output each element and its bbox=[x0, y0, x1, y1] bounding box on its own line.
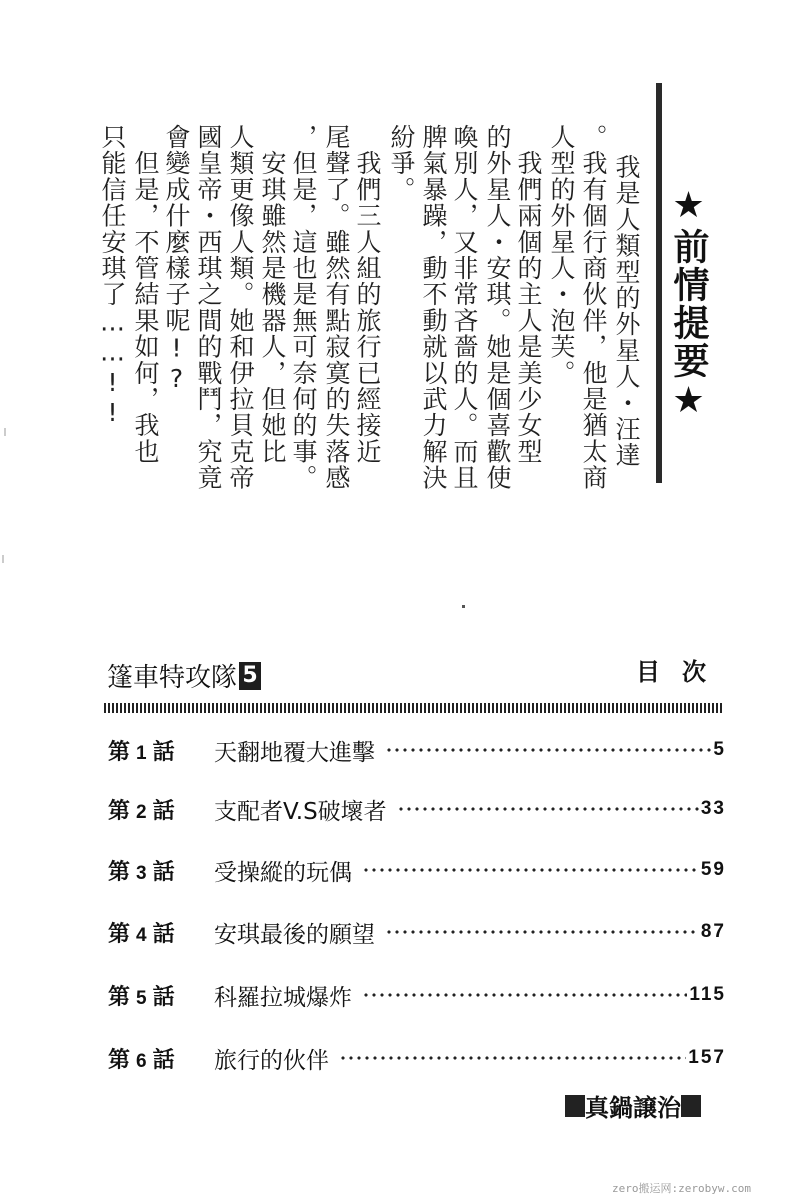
square-bullet-icon bbox=[565, 1095, 585, 1117]
dot-leader bbox=[362, 868, 699, 872]
synopsis-line: 會變成什麼樣子呢!? bbox=[162, 124, 191, 394]
page-number: 59 bbox=[700, 859, 726, 880]
book-title bbox=[107, 657, 261, 694]
chapter-number: 第 1 話 bbox=[108, 739, 175, 765]
synopsis-line: 人類更像人類。她和伊拉貝克帝 bbox=[226, 124, 255, 491]
synopsis-line: 我是人類型的外星人・汪達 bbox=[612, 154, 641, 469]
synopsis-line: 尾聲了。雖然有點寂寞的失落感 bbox=[322, 124, 351, 491]
toc-entry-4[interactable] bbox=[108, 916, 726, 948]
toc-entry-3[interactable] bbox=[108, 854, 726, 886]
toc-entry-6[interactable] bbox=[108, 1042, 726, 1074]
page-number: 87 bbox=[700, 921, 726, 942]
page-number: 33 bbox=[700, 798, 726, 819]
chapter-title: 科羅拉城爆炸 bbox=[214, 984, 352, 1011]
dot-leader bbox=[397, 807, 699, 811]
chapter-number: 第 3 話 bbox=[108, 859, 175, 885]
chapter-title: 受操縱的玩偶 bbox=[214, 859, 352, 886]
square-bullet-icon bbox=[681, 1095, 701, 1117]
synopsis-line: 我們三人組的旅行已經接近 bbox=[353, 124, 382, 465]
toc-entry-1[interactable] bbox=[108, 734, 726, 766]
dot-leader bbox=[385, 930, 699, 934]
chapter-number: 第 6 話 bbox=[108, 1047, 175, 1073]
author-name: 真鍋譲治 bbox=[585, 1094, 681, 1122]
chapter-title: 旅行的伙伴 bbox=[214, 1047, 329, 1074]
decorative-barcode-rule bbox=[104, 703, 722, 713]
synopsis-divider-rule bbox=[656, 83, 662, 483]
page-number: 5 bbox=[713, 739, 726, 760]
dot-leader bbox=[362, 993, 687, 997]
chapter-number: 第 5 話 bbox=[108, 984, 175, 1010]
author-credit bbox=[565, 1088, 701, 1123]
chapter-number: 第 4 話 bbox=[108, 921, 175, 947]
synopsis-line: 人型的外星人・泡芙。 bbox=[547, 124, 576, 386]
synopsis-title: ★前情提要★ bbox=[668, 185, 709, 423]
chapter-title: 安琪最後的願望 bbox=[214, 921, 375, 948]
synopsis-line: 國皇帝・西琪之間的戰鬥，究竟 bbox=[194, 124, 223, 491]
toc-entry-5[interactable] bbox=[108, 979, 726, 1011]
scan-artifact bbox=[4, 428, 6, 436]
scan-artifact bbox=[462, 605, 465, 608]
chapter-number: 第 2 話 bbox=[108, 798, 175, 824]
synopsis-line: 只能信任安琪了……!! bbox=[98, 124, 127, 429]
synopsis-line: 紛爭。 bbox=[387, 124, 416, 203]
chapter-title: 支配者V.S破壞者 bbox=[214, 798, 387, 825]
page-number: 115 bbox=[689, 984, 726, 1005]
scan-artifact bbox=[2, 555, 4, 563]
book-title-text: 篷車特攻隊 bbox=[107, 663, 238, 693]
synopsis-line: 脾氣暴躁，動不動就以武力解決 bbox=[419, 124, 448, 491]
synopsis-line: 喚別人，又非常吝嗇的人。而且 bbox=[450, 124, 479, 491]
synopsis-line: 的外星人・安琪。她是個喜歡使 bbox=[483, 124, 512, 491]
dot-leader bbox=[339, 1056, 686, 1060]
synopsis-line: 我們兩個的主人是美少女型 bbox=[514, 124, 543, 465]
toc-entry-2[interactable] bbox=[108, 793, 726, 825]
toc-heading: 目次 bbox=[636, 658, 728, 686]
chapter-title: 天翻地覆大進擊 bbox=[214, 739, 375, 766]
synopsis-line: ，但是，這也是無可奈何的事。 bbox=[289, 124, 318, 491]
page-number: 157 bbox=[688, 1047, 726, 1068]
synopsis-line: 安琪雖然是機器人，但她比 bbox=[258, 124, 287, 465]
dot-leader bbox=[385, 748, 711, 752]
synopsis-line: 但是，不管結果如何，我也 bbox=[131, 124, 160, 465]
synopsis-line: 。我有個行商伙伴，他是猶太商 bbox=[579, 124, 608, 491]
volume-badge: 5 bbox=[239, 662, 261, 690]
watermark: zero搬运网:zerobyw.com bbox=[612, 1182, 751, 1195]
